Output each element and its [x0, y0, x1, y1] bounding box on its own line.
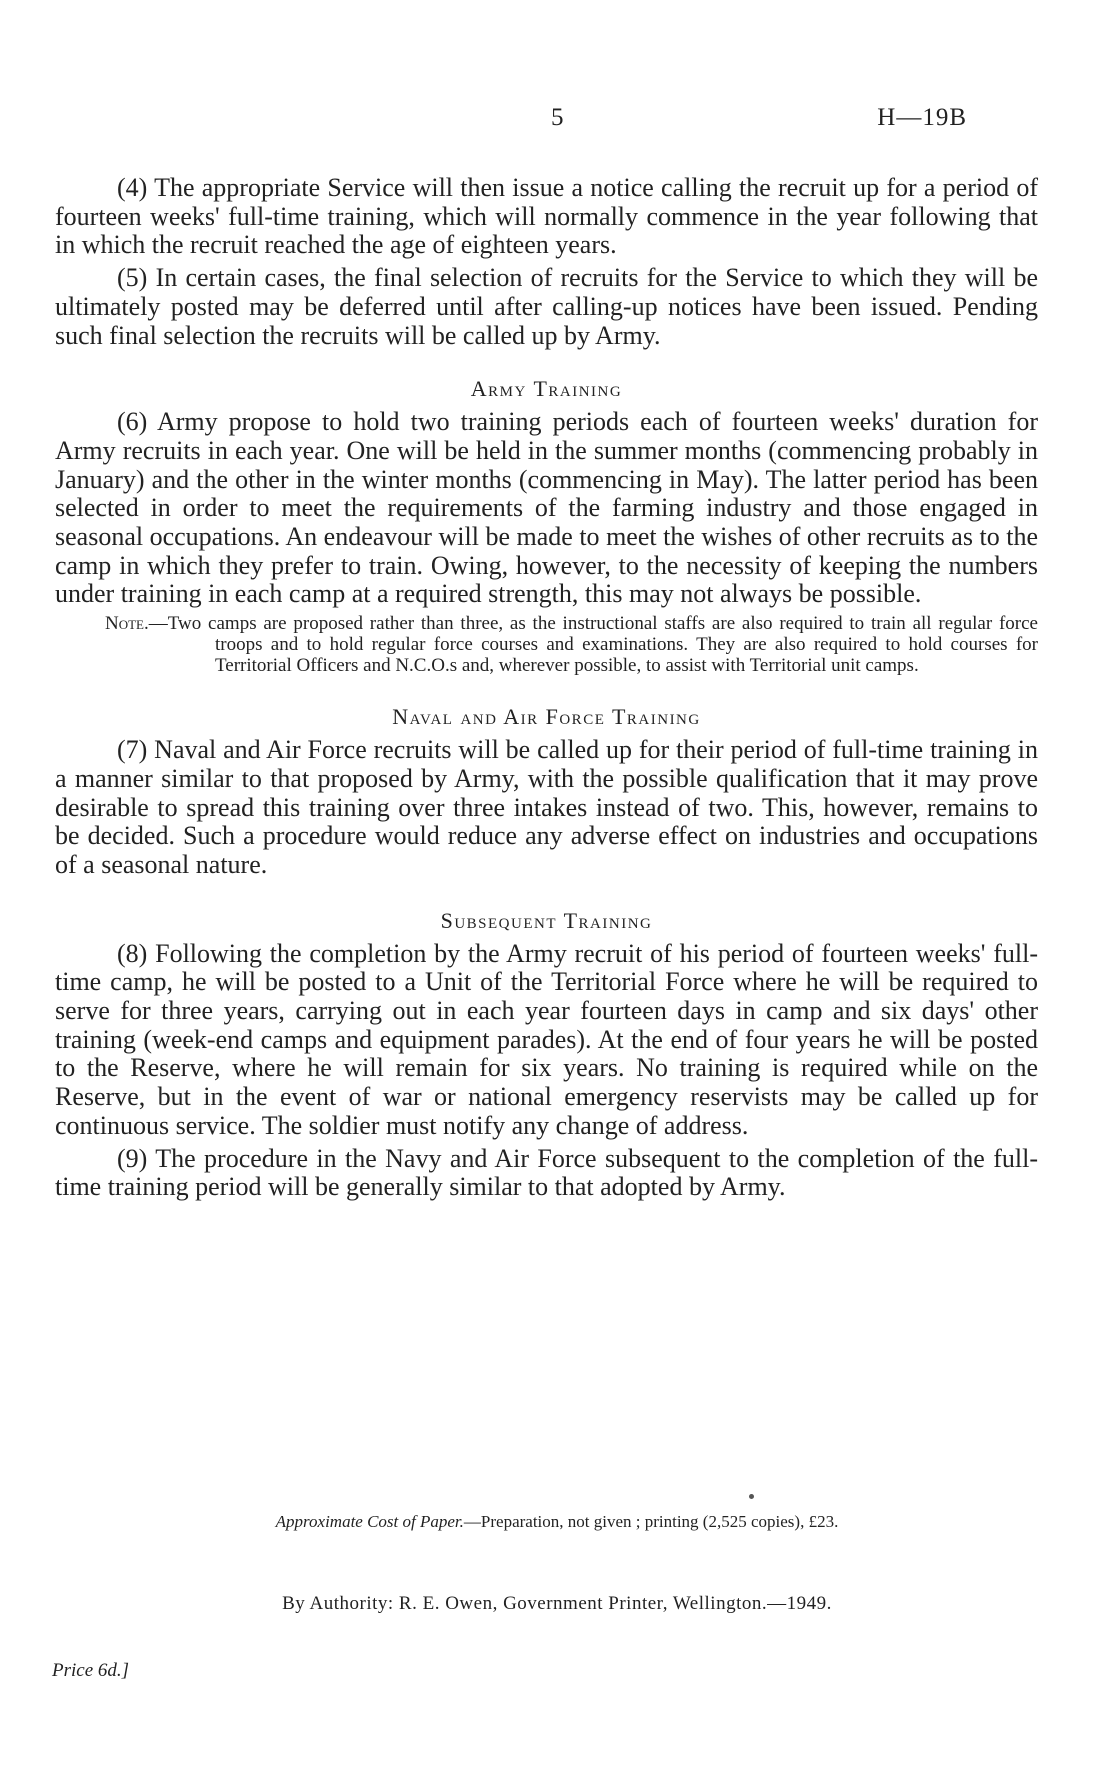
ink-mark	[749, 1494, 754, 1499]
cost-line	[0, 1512, 1114, 1532]
page-number: 5	[551, 104, 564, 131]
printer-authority: By Authority: R. E. Owen, Government Printer, Wellington.—1949.	[282, 1593, 832, 1614]
cost-text: —Preparation, not given ; printing (2,525 copies), £23.	[463, 1512, 839, 1531]
body-text	[55, 174, 1038, 1202]
paragraph-5: (5) In certain cases, the final selection of recruits for the Service to which they will be ultimately posted may be deferred until after calling-up notices have been issued. Pending such final selection the recruits will be called up by Army.	[55, 263, 1038, 350]
paragraph-7: (7) Naval and Air Force recruits will be called up for their period of full-time training in a manner similar to that proposed by Army, with the possible qualification that it may prove desirable to spread this training over three intakes instead of two. This, however, remains to be decided. Such a procedure would reduce any adverse effect on industries and occupations of a seasonal nature.	[55, 735, 1038, 879]
paragraph-4: (4) The appropriate Service will then issue a notice calling the recruit up for a period of fourteen weeks' full-time training, which will normally commence in the year following that in which the recruit reached the age of eighteen years.	[55, 173, 1038, 260]
note	[55, 613, 1038, 676]
paragraph-8: (8) Following the completion by the Army recruit of his period of fourteen weeks' full-time camp, he will be posted to a Unit of the Territorial Force where he will be required to serve for three years, carrying out in each year fourteen days in camp and six days' other training (week-end camps and equipment parades). At the end of four years he will be posted to the Reserve, where he will remain for six years. No training is required while on the Reserve, but in the event of war or national emergency reservists may be called up for continuous service. The soldier must notify any change of address.	[55, 938, 1038, 1140]
document-reference: H—19B	[877, 104, 967, 131]
cost-label: Approximate Cost of Paper.	[275, 1512, 464, 1531]
heading-subsequent-training: Subsequent Training	[440, 907, 653, 933]
note-text: Two camps are proposed rather than three, as the instructional staffs are also required to train all regular force troops and to hold regular force courses and examinations. They are also required to hold courses for Territorial Officers and N.C.O.s and, wherever possible, to assist with Territorial unit camps.	[167, 613, 1038, 677]
note-label: Note.	[105, 613, 149, 635]
price: Price 6d.]	[52, 1660, 130, 1681]
heading-naval-air-training: Naval and Air Force Training	[392, 704, 701, 730]
heading-army-training: Army Training	[470, 376, 623, 402]
note-dash: —	[148, 613, 168, 635]
paragraph-9: (9) The procedure in the Navy and Air Force subsequent to the completion of the full-time training period will be generally similar to that adopted by Army.	[55, 1143, 1038, 1202]
paragraph-6: (6) Army propose to hold two training periods each of fourteen weeks' duration for Army recruits in each year. One will be held in the summer months (commencing probably in January) and the other in the winter months (commencing in May). The latter period has been selected in order to meet the requirements of the farming industry and those engaged in seasonal occupations. An endeavour will be made to meet the wishes of other recruits as to the camp in which they prefer to train. Owing, however, to the necessity of keeping the numbers under training in each camp at a required strength, this may not always be possible.	[55, 407, 1038, 609]
